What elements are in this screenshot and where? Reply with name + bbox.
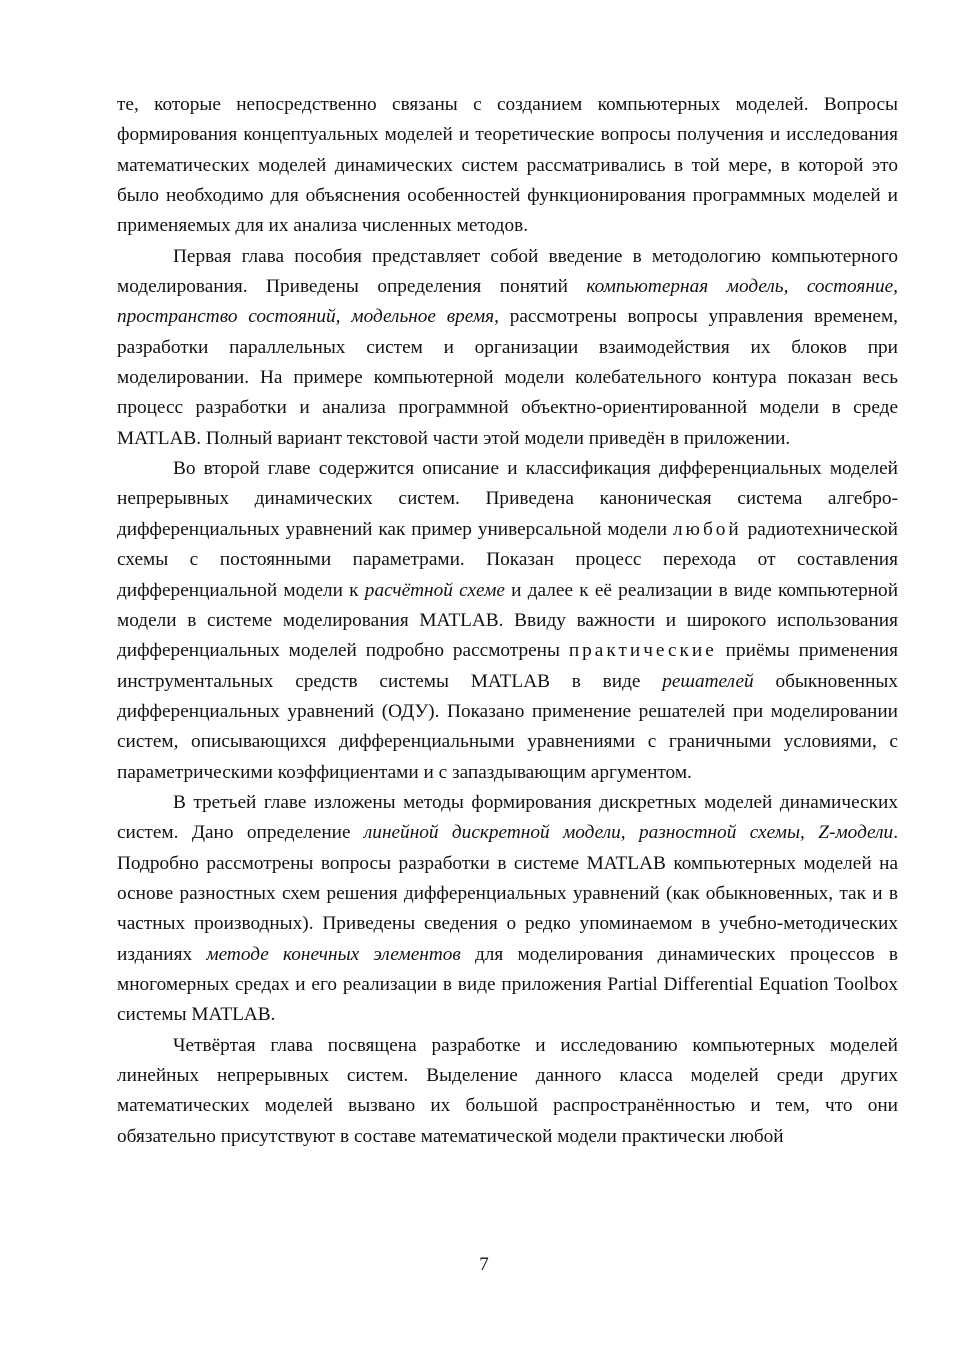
italic-term: разностной схемы [639, 822, 801, 844]
paragraph-2 [117, 242, 898, 454]
paragraph-1 [117, 90, 898, 242]
text-run: Во второй главе содержится описание и классификация дифференциальных моделей непрерывных динамических систем. Приведена каноническая система алгебро-дифференциальных уравнений как пример универсальной модели [117, 458, 898, 540]
italic-term: решателей [662, 670, 754, 692]
text-run: обыкновенных дифференциальных уравнений (ОДУ). Показано применение решателей при моделировании систем, описывающихся дифференциальными уравнениями с граничными условиями, с параметрическими коэффициентами и с запаздывающим аргументом. [117, 670, 898, 783]
text-run: В третьей главе изложены методы формирования дискретных моделей динамических систем. Дано определение [117, 791, 898, 844]
text-run: , [620, 822, 639, 844]
text-run: те, которые непосредственно связаны с созданием компьютерных моделей. Вопросы формирования концептуальных моделей и теоретические вопросы получения и исследования математических моделей динамических систем рассматривались в той мере, в которой это было необходимо для объяснения особенностей функционирования программных моделей и применяемых для их анализа численных методов. [117, 94, 898, 237]
page-number: 7 [479, 1254, 489, 1275]
text-run: . Подробно рассмотрены вопросы разработки в системе MATLAB компьютерных моделей на основе разностных схем решения дифференциальных уравнений (как обыкновенных, так и в частных производных). Приведены сведения о редко упоминаемом в учебно-методических изданиях [117, 822, 899, 965]
paragraph-3 [117, 454, 898, 788]
text-run: , рассмотрены вопросы управления временем, разработки параллельных систем и организации взаимодействия их блоков при моделировании. На примере компьютерной модели колебательного контура показан весь процесс разработки и анализа программной объектно-ориентированной модели в среде MATLAB. Полный вариант текстовой части этой модели приведён в приложении. [117, 306, 898, 449]
spaced-emphasis: практические [568, 640, 717, 662]
body-text [117, 90, 898, 1152]
text-run: , [800, 822, 819, 844]
text-run: и далее к её реализации в виде компьютерной модели в системе моделирования MATLAB. Ввиду важности и широкого использования дифференциальных моделей подробно рассмотрены [117, 579, 899, 662]
spaced-emphasis: любой [672, 518, 742, 540]
italic-term: методе конечных элементов [206, 943, 461, 965]
text-run: Четвёртая глава посвящена разработке и исследованию компьютерных моделей линейных непрерывных систем. Выделение данного класса моделей среди других математических моделей вызвано их большой распространённостью и тем, что они обязательно присутствуют в составе математической модели практически любой [117, 1034, 898, 1147]
paragraph-4 [117, 788, 898, 1031]
italic-term: расчётной схеме [364, 579, 505, 601]
text-run: радиотехнической схемы с постоянными параметрами. Показан процесс перехода от составления дифференциальной модели к [117, 518, 899, 601]
italic-term: компьютерная модель, состояние, пространство состояний, модельное время [117, 276, 898, 328]
text-run: для моделирования динамических процессов в многомерных средах и его реализации в виде приложения Partial Differential Equation Toolbox системы MATLAB. [117, 943, 899, 1026]
italic-term: Z-модели [818, 822, 894, 844]
text-run: Первая глава пособия представляет собой введение в методологию компьютерного моделирования. Приведены определения понятий [117, 245, 898, 298]
text-run: приёмы применения инструментальных средств системы MATLAB в виде [117, 640, 898, 692]
paragraph-5 [117, 1031, 898, 1152]
italic-term: линейной дискретной модели [363, 822, 621, 844]
